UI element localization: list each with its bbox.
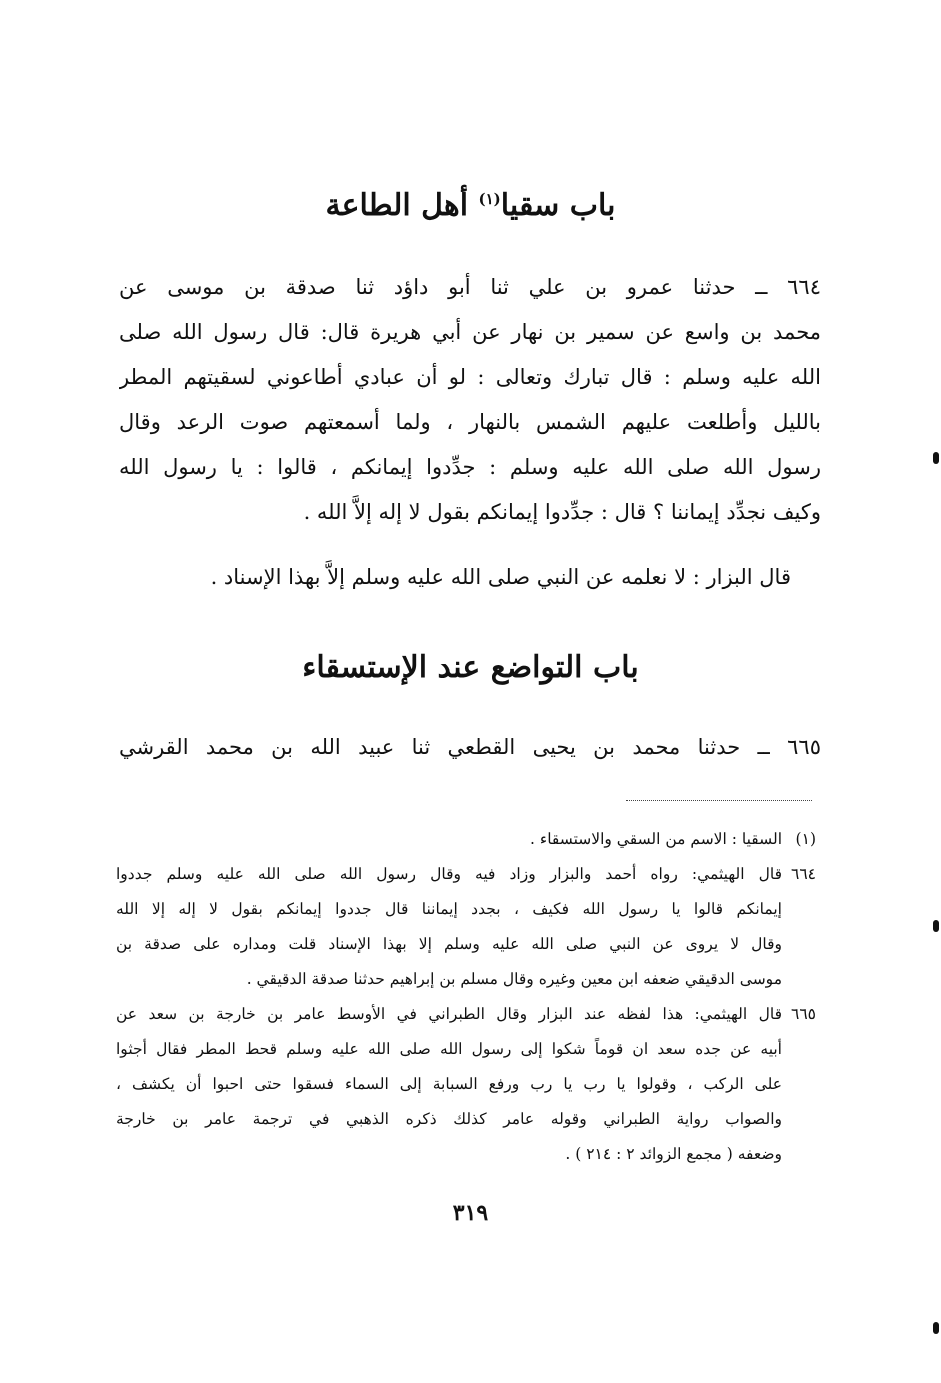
footnote-1 — [116, 822, 816, 857]
heading-rest-text: أهل الطاعة — [325, 188, 469, 223]
bazzar-comment — [131, 555, 791, 600]
page-number: ٣١٩ — [452, 1200, 489, 1226]
text-line: ٦٦٤ ــ حدثنا عمرو بن علي ثنا أبو داؤد ثنا صدقة بن موسى عن — [119, 275, 821, 299]
footnote-line: وضعفه ( مجمع الزوائد ٢ : ٢١٤ ) . — [565, 1145, 782, 1163]
footnote-line: والصواب رواية الطبراني وقوله عامر كذلك ذكره الذهبي في ترجمة عامر بن خارجة — [116, 1110, 782, 1128]
footnote-line: موسى الدقيقي ضعفه ابن معين وغيره وقال مسلم بن إبراهيم حدثنا صدقة الدقيقي . — [246, 970, 782, 988]
heading-main-text: باب سقيا — [500, 188, 616, 223]
hadith-665-paragraph — [119, 725, 821, 770]
footnote-number: ٦٦٤ — [791, 865, 816, 883]
chapter-heading-humility: باب التواضع عند الإستسقاء — [302, 650, 639, 685]
footnote-664 — [116, 857, 816, 997]
text-line: محمد بن واسع عن سمير بن نهار عن أبي هريرة قال: قال رسول الله صلى — [119, 320, 821, 344]
scan-margin-mark — [933, 920, 939, 932]
footnote-line: وقال لا يروى عن النبي صلى الله عليه وسلم إلا بهذا الإسناد قلت ومداره على صدقة بن — [116, 935, 782, 953]
text-line: بالليل وأطلعت عليهم الشمس بالنهار ، ولما أسمعتهم صوت الرعد وقال — [119, 410, 821, 434]
text-line: قال البزار : لا نعلمه عن النبي صلى الله عليه وسلم إلاَّ بهذا الإسناد . — [210, 565, 791, 589]
footnote-divider — [626, 800, 812, 801]
text-line: ٦٦٥ ــ حدثنا محمد بن يحيى القطعي ثنا عبيد الله بن محمد القرشي — [119, 735, 821, 759]
footnotes — [116, 822, 816, 1172]
footnote-line: قال الهيثمي: رواه أحمد والبزار وزاد فيه وقال رسول الله صلى الله عليه وسلم جددوا — [116, 865, 782, 883]
text-line: وكيف نجدِّد إيماننا ؟ قال : جدِّدوا إيمانكم بقول لا إله إلاَّ الله . — [303, 500, 821, 524]
footnote-reference: (١) — [478, 190, 501, 208]
text-line: الله عليه وسلم : قال تبارك وتعالى : لو أن عبادي أطاعوني لسقيتهم المطر — [119, 365, 821, 389]
footnote-number: (١) — [795, 830, 816, 848]
hadith-664-paragraph — [119, 265, 821, 535]
footnote-line: إيمانكم قالوا يا رسول الله فكيف ، بجدد إيماننا قال جددوا إيمانكم بقول لا إله إلا الله — [116, 900, 782, 918]
footnote-line: أبيه عن جده سعد ان قوماً شكوا إلى رسول الله صلى الله عليه وسلم قحط المطر فقال أجثوا — [116, 1040, 782, 1058]
footnote-665 — [116, 997, 816, 1172]
footnote-line: على الركب ، وقولوا يا رب يا رب ورفع السبابة إلى السماء فسقوا حتى احبوا أن يكشف ، — [116, 1075, 782, 1093]
text-line: رسول الله صلى الله عليه وسلم : جدِّدوا إيمانكم ، قالوا : يا رسول الله — [119, 455, 821, 479]
footnote-line: السقيا : الاسم من السقي والاستسقاء . — [530, 830, 782, 848]
scan-margin-mark — [933, 1322, 939, 1334]
chapter-heading-rain-for-obedient — [0, 188, 941, 223]
footnote-line: قال الهيثمي: هذا لفظه عند البزار وقال الطبراني في الأوسط عامر بن خارجة بن سعد عن — [116, 1005, 782, 1023]
scan-margin-mark — [933, 452, 939, 464]
footnote-number: ٦٦٥ — [791, 1005, 816, 1023]
